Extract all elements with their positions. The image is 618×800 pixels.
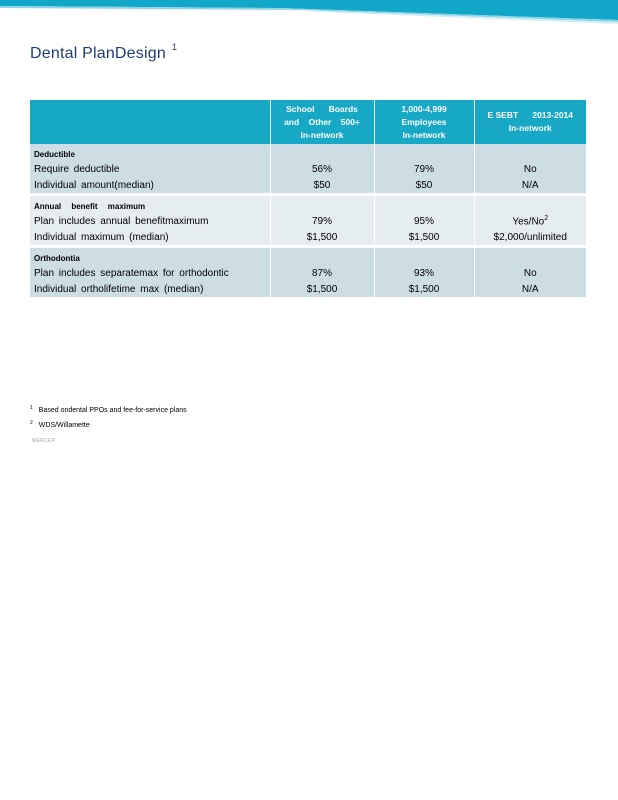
header-line: 1,000-4,999 <box>401 103 447 114</box>
row-label: Individual ortholifetime max (median) <box>30 281 270 297</box>
row-label: Plan includes annual benefitmaximum <box>30 213 270 229</box>
header-line: In-network <box>508 123 552 133</box>
row-label: Require deductible <box>30 161 270 177</box>
row-label: Individual amount(median) <box>30 177 270 193</box>
footnote-text: WDS/Willamette <box>38 422 90 429</box>
header-line: School Boards <box>286 103 358 114</box>
cell-value: $1,500 <box>270 281 374 297</box>
section-heading-orthodontia: Orthodontia <box>30 248 270 265</box>
title-footnote-ref: 1 <box>171 42 178 52</box>
section-heading-deductible: Deductible <box>30 144 270 161</box>
page-title <box>30 42 177 63</box>
cell-value: 79% <box>374 161 474 177</box>
cell-value: 93% <box>374 265 474 281</box>
header-line: In-network <box>402 129 446 140</box>
table-row <box>30 213 586 229</box>
row-label: Individual maximum (median) <box>30 229 270 245</box>
cell-value: $50 <box>374 177 474 193</box>
table-header-row <box>30 100 586 144</box>
title-text: Dental PlanDesign <box>30 45 166 62</box>
header-line: In-network <box>300 129 344 140</box>
header-line: E SEBT 2013-2014 <box>487 110 574 120</box>
cell-value: 79% <box>270 213 374 229</box>
section-heading-row <box>30 196 586 213</box>
table-row <box>30 281 586 297</box>
header-school-boards <box>270 100 374 144</box>
table-row <box>30 161 586 177</box>
cell-value: $1,500 <box>270 229 374 245</box>
cell-value-with-ref <box>474 213 586 229</box>
top-decorative-band <box>0 0 618 26</box>
footnote-text: Based ondental PPOs and fee-for-service plans <box>38 407 187 414</box>
section-heading-row <box>30 144 586 161</box>
table-row <box>30 229 586 245</box>
header-esebt <box>474 100 586 144</box>
cell-value: No <box>474 161 586 177</box>
cell-value: 56% <box>270 161 374 177</box>
cell-value: $1,500 <box>374 281 474 297</box>
footnote-1 <box>30 405 187 414</box>
section-heading-row <box>30 248 586 265</box>
cell-value: 95% <box>374 213 474 229</box>
section-heading-annual: Annual benefit maximum <box>30 196 270 213</box>
footnote-ref: 2 <box>544 214 549 222</box>
cell-text: Yes/No <box>512 216 545 228</box>
footnote-marker: 2 <box>30 420 33 426</box>
header-blank <box>30 100 270 144</box>
footnotes <box>30 405 187 435</box>
header-line: and Other 500+ <box>284 116 360 127</box>
cell-value: $50 <box>270 177 374 193</box>
brand-mark: MERCER <box>32 438 56 444</box>
row-label: Plan includes separatemax for orthodontic <box>30 265 270 281</box>
cell-value: $1,500 <box>374 229 474 245</box>
dental-plan-table <box>30 100 586 297</box>
cell-value: N/A <box>474 281 586 297</box>
footnote-2 <box>30 420 187 429</box>
footnote-marker: 1 <box>30 405 33 411</box>
table-row <box>30 177 586 193</box>
cell-value: 87% <box>270 265 374 281</box>
header-employees <box>374 100 474 144</box>
table-row <box>30 265 586 281</box>
cell-value: No <box>474 265 586 281</box>
cell-value: N/A <box>474 177 586 193</box>
header-line: Employees <box>401 116 447 127</box>
cell-value: $2,000/unlimited <box>474 229 586 245</box>
